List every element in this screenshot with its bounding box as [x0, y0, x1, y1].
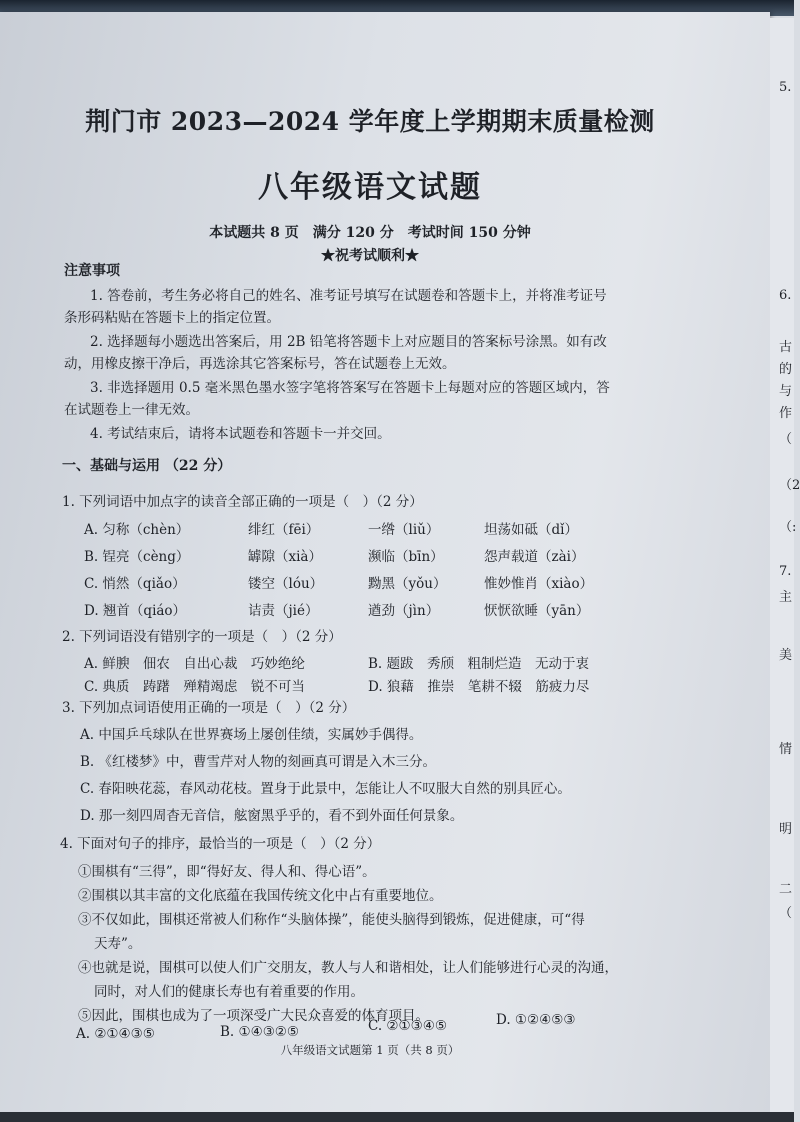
exam-title: 荆门市 2023—2024 学年度上学期期末质量检测 [85, 107, 655, 136]
adjacent-page-fragment [770, 18, 800, 1113]
q2-option-a: A. 鲜腴 佃农 自出心裁 巧妙绝纶 [84, 656, 305, 672]
notice-item-2-line-1: 2. 选择题每小题选出答案后，用 2B 铅笔将答题卡上对应题目的答案标号涂黑。如有改 [90, 334, 607, 350]
q1-option-b-word-3: 濒临（bīn） [368, 549, 444, 565]
side-fragment-13: 情 [779, 742, 793, 757]
side-fragment-15: 二 [779, 882, 793, 897]
q1-option-c-word-2: 镂空（lóu） [248, 576, 324, 592]
q2-option-b: B. 题跋 秀颀 粗制烂造 无动于衷 [368, 656, 590, 672]
q1-option-a-word-2: 绯红（fēi） [248, 522, 320, 538]
q1-option-b: B. 锃亮（cèng） [84, 549, 190, 565]
side-fragment-16: （ [779, 906, 793, 921]
page-footer: 八年级语文试题第 1 页（共 8 页） [280, 1043, 460, 1057]
side-fragment-9: （: [779, 520, 797, 535]
q2-option-c: C. 典质 踌躇 殚精竭虑 锐不可当 [84, 679, 305, 695]
photo-edge-bottom [0, 1112, 794, 1122]
q3-option-b: B. 《红楼梦》中，曹雪芹对人物的刻画真可谓是入木三分。 [80, 754, 437, 770]
exam-subtitle: 八年级语文试题 [258, 170, 482, 205]
question-2-stem: 2. 下列词语没有错别字的一项是（ ）（2 分） [62, 629, 342, 645]
notice-item-1-line-2: 条形码粘贴在答题卡上的指定位置。 [64, 310, 280, 326]
side-fragment-14: 明 [779, 822, 793, 837]
q1-option-b-word-2: 罅隙（xià） [248, 549, 322, 565]
notice-item-3-line-1: 3. 非选择题用 0.5 毫米黑色墨水签字笔将答案写在答题卡上每题对应的答题区域内，答 [90, 380, 610, 396]
q1-option-a-word-4: 坦荡如砥（dǐ） [484, 522, 578, 538]
side-fragment-2: 6. [779, 288, 792, 303]
q3-option-d: D. 那一刻四周杳无音信，舷窗黑乎乎的，看不到外面任何景象。 [80, 808, 464, 824]
side-fragment-10: 7. [779, 564, 792, 579]
q4-sentence-4-cont: 同时，对人们的健康长寿也有着重要的作用。 [94, 984, 364, 1000]
side-fragment-4: 的 [779, 362, 793, 377]
side-fragment-1: 5. [779, 80, 792, 95]
exam-page [0, 12, 770, 1112]
q3-option-c: C. 春阳映花蕊，春风动花枝。置身于此景中，怎能让人不叹服大自然的别具匠心。 [80, 781, 571, 797]
q4-sentence-5: ⑤因此，围棋也成为了一项深受广大民众喜爱的体育项目。 [78, 1008, 429, 1024]
q4-sentence-4: ④也就是说，围棋可以使人们广交朋友，教人与人和谐相处，让人们能够进行心灵的沟通， [78, 960, 618, 976]
side-fragment-5: 与 [779, 384, 793, 399]
q4-sentence-2: ②围棋以其丰富的文化底蕴在我国传统文化中占有重要地位。 [78, 888, 443, 904]
q2-option-d: D. 狼藉 推崇 笔耕不辍 筋疲力尽 [368, 679, 590, 695]
side-fragment-8: （2 [779, 478, 800, 493]
notice-title: 注意事项 [64, 263, 120, 279]
section-heading: 一、基础与运用 （22 分） [62, 458, 232, 474]
question-3-stem: 3. 下列加点词语使用正确的一项是（ ）（2 分） [62, 700, 356, 716]
q4-sentence-3-cont: 天寿”。 [94, 936, 142, 952]
q4-choice-c: C. ②①③④⑤ [368, 1018, 447, 1034]
exam-wish: ★祝考试顺利★ [321, 248, 419, 264]
q1-option-a-word-3: 一绺（liǔ） [368, 522, 440, 538]
q1-option-c-word-3: 黝黑（yǒu） [368, 576, 447, 592]
question-4-stem: 4. 下面对句子的排序，最恰当的一项是（ ）（2 分） [60, 836, 381, 852]
notice-item-4: 4. 考试结束后，请将本试题卷和答题卡一并交回。 [90, 426, 391, 442]
side-fragment-3: 古 [779, 340, 793, 355]
side-fragment-11: 主 [779, 590, 793, 605]
q3-option-a: A. 中国乒乓球队在世界赛场上屡创佳绩，实属妙手偶得。 [80, 727, 423, 743]
side-fragment-7: （ [779, 432, 793, 447]
q4-choice-d: D. ①②④⑤③ [496, 1012, 576, 1028]
q1-option-d-word-2: 诘责（jié） [248, 603, 319, 619]
q4-choice-a: A. ②①④③⑤ [76, 1026, 155, 1042]
notice-item-3-line-2: 在试题卷上一律无效。 [64, 402, 199, 418]
q1-option-c-word-4: 惟妙惟肖（xiào） [484, 576, 594, 592]
question-1-stem: 1. 下列词语中加点字的读音全部正确的一项是（ ）（2 分） [62, 494, 423, 510]
q1-option-a: A. 匀称（chèn） [84, 522, 190, 538]
q1-option-d-word-4: 恹恹欲睡（yān） [484, 603, 590, 619]
notice-item-2-line-2: 动，用橡皮擦干净后，再选涂其它答案标号，答在试题卷上无效。 [64, 356, 456, 372]
side-fragment-12: 美 [779, 648, 793, 663]
q4-sentence-3: ③不仅如此，围棋还常被人们称作“头脑体操”，能使头脑得到锻炼，促进健康，可“得 [78, 912, 585, 928]
q1-option-d: D. 翘首（qiáo） [84, 603, 187, 619]
exam-meta: 本试题共 8 页 满分 120 分 考试时间 150 分钟 [209, 225, 531, 241]
q1-option-b-word-4: 怨声载道（zài） [484, 549, 585, 565]
q1-option-d-word-3: 遒劲（jìn） [368, 603, 440, 619]
q4-choice-b: B. ①④③②⑤ [220, 1024, 300, 1040]
q1-option-c: C. 悄然（qiǎo） [84, 576, 186, 592]
q4-sentence-1: ①围棋有“三得”，即“得好友、得人和、得心语”。 [78, 864, 376, 880]
side-fragment-6: 作 [779, 406, 793, 421]
notice-item-1-line-1: 1. 答卷前，考生务必将自己的姓名、准考证号填写在试题卷和答题卡上，并将准考证号 [90, 288, 607, 304]
